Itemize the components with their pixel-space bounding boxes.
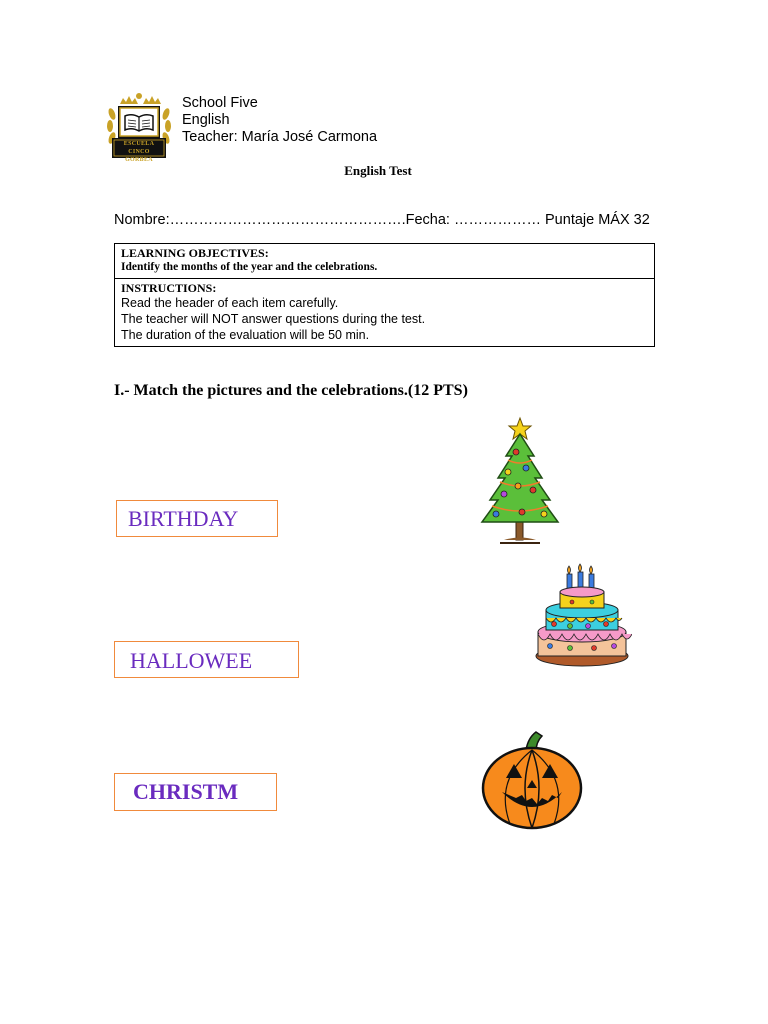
label-text: BIRTHDAY (128, 506, 239, 531)
objectives-box (114, 243, 655, 347)
logo-banner-text: ESCUELA CINCO GORBEA (123, 141, 155, 163)
christmas-tree-picture (478, 416, 562, 548)
instruction-line: The duration of the evaluation will be 50 min. (121, 328, 370, 342)
header-info (182, 95, 377, 146)
label-text: CHRISTM (133, 779, 239, 804)
teacher-name: Teacher: María José Carmona (182, 129, 378, 145)
label-halloween (114, 641, 299, 678)
subject-name: English (182, 112, 230, 128)
label-birthday (116, 500, 278, 537)
birthday-cake-icon (532, 562, 632, 670)
objectives-label: LEARNING OBJECTIVES: (121, 246, 269, 260)
objectives-text: Identify the months of the year and the celebrations. (121, 261, 378, 273)
jack-o-lantern-icon (480, 730, 584, 830)
school-logo (106, 92, 172, 163)
birthday-cake-picture (532, 562, 632, 670)
section-title: I.- Match the pictures and the celebrations.(12 PTS) (114, 382, 468, 399)
school-name: School Five (182, 95, 258, 111)
label-text: HALLOWEE (130, 648, 253, 673)
instructions-section (115, 278, 654, 346)
objectives-section (115, 244, 654, 278)
instruction-line: Read the header of each item carefully. (121, 296, 339, 310)
instructions-label: INSTRUCTIONS: (121, 281, 217, 295)
test-title: English Test (344, 163, 412, 178)
christmas-tree-icon (478, 416, 562, 548)
pumpkin-picture (480, 730, 584, 830)
instruction-line: The teacher will NOT answer questions during the test. (121, 312, 426, 326)
label-christmas (114, 773, 277, 811)
form-line: Nombre:………………………………………….Fecha: ……………… Puntaje MÁX 32 (114, 212, 650, 228)
